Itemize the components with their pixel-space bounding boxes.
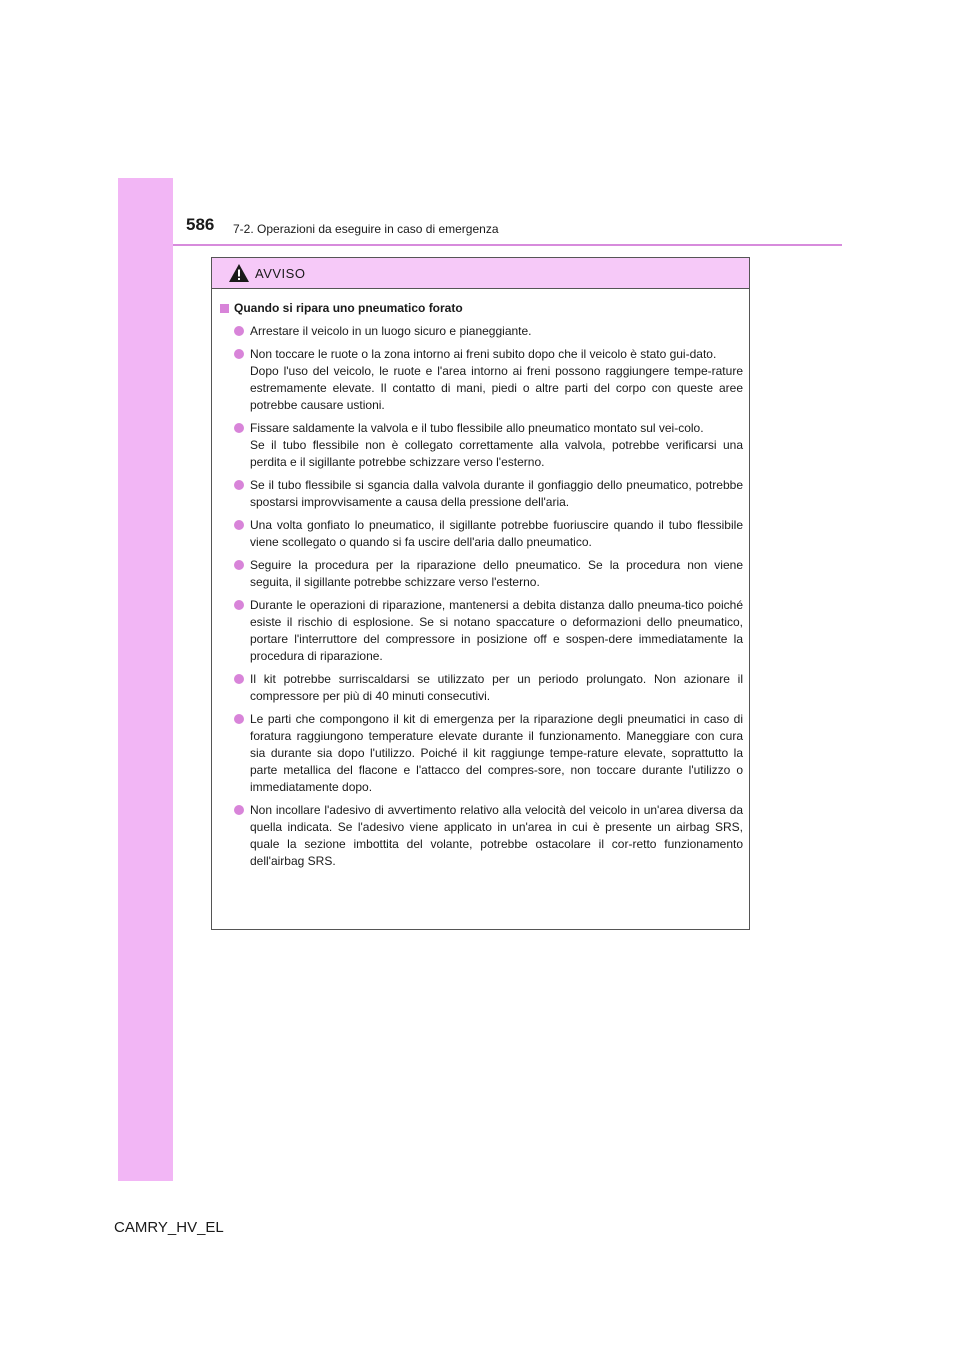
list-item — [220, 557, 743, 591]
list-item-text: Non incollare l'adesivo di avvertimento relativo alla velocità del veicolo in un'area diversa da quella indicata. Se l'adesivo viene applicato in un'area in cui è presente un airbag SRS, quale la sezione imbottita del volante, potrebbe ostacolare il cor-retto funzionamento dell'airbag SRS. — [250, 803, 743, 868]
square-bullet-icon — [220, 304, 229, 313]
bullet-dot-icon — [234, 423, 244, 433]
list-item-text: Durante le operazioni di riparazione, mantenersi a debita distanza dallo pneuma-tico poiché esiste il rischio di esplosione. Se si notano spaccature o deformazioni dello pneumatico, portare l'interruttore del compressore in posizione off e sospen-dere immediatamente la procedura di riparazione. — [250, 598, 743, 663]
list-item — [220, 323, 743, 340]
warning-subheading — [220, 300, 743, 317]
warning-body — [212, 289, 749, 870]
header-divider — [173, 244, 842, 246]
document-code: CAMRY_HV_EL — [114, 1219, 224, 1236]
bullet-dot-icon — [234, 805, 244, 815]
section-title: 7-2. Operazioni da eseguire in caso di emergenza — [233, 222, 499, 236]
bullet-dot-icon — [234, 480, 244, 490]
warning-label: AVVISO — [255, 266, 306, 281]
bullet-dot-icon — [234, 520, 244, 530]
list-item-text: Una volta gonfiato lo pneumatico, il sigillante potrebbe fuoriuscire quando il tubo flessibile viene scollegato o quando si fa uscire dell'aria dallo pneumatico. — [250, 518, 743, 549]
bullet-dot-icon — [234, 326, 244, 336]
bullet-dot-icon — [234, 560, 244, 570]
side-color-band — [118, 178, 173, 1181]
list-item — [220, 420, 743, 471]
list-item — [220, 802, 743, 870]
list-item-text: Arrestare il veicolo in un luogo sicuro e pianeggiante. — [250, 324, 532, 338]
list-item — [220, 671, 743, 705]
bullet-dot-icon — [234, 600, 244, 610]
list-item-text: Seguire la procedura per la riparazione dello pneumatico. Se la procedura non viene seguita, il sigillante potrebbe schizzare verso l'esterno. — [250, 558, 743, 589]
warning-header — [212, 258, 749, 289]
list-item-text: Il kit potrebbe surriscaldarsi se utilizzato per un periodo prolungato. Non azionare il compressore per più di 40 minuti consecutivi. — [250, 672, 743, 703]
list-item-text: Non toccare le ruote o la zona intorno ai freni subito dopo che il veicolo è stato gui-dato. Dopo l'uso del veicolo, le ruote e l'area intorno ai freni possono raggiungere tempe-rature estremamente elevate. Il contatto di mani, piedi o altre parti del corpo con queste aree potrebbe causare ustioni. — [250, 347, 743, 412]
list-item — [220, 597, 743, 665]
warning-box — [211, 257, 750, 930]
bullet-dot-icon — [234, 714, 244, 724]
list-item — [220, 346, 743, 414]
subheading-text: Quando si ripara uno pneumatico forato — [234, 301, 463, 315]
bullet-dot-icon — [234, 674, 244, 684]
list-item-text: Le parti che compongono il kit di emergenza per la riparazione degli pneumatici in caso di foratura raggiungono temperature elevate durante il funzionamento. Maneggiare con cura sia durante sia dopo l'utilizzo. Poiché il kit raggiunge tempe-rature elevate, soprattutto la parte metallica del flacone e l'attacco del compres-sore, non toccare durante l'utilizzo o immediatamente dopo. — [250, 712, 743, 794]
list-item-text: Se il tubo flessibile si sgancia dalla valvola durante il gonfiaggio dello pneumatico, potrebbe spostarsi improvvisamente a causa della pressione dell'aria. — [250, 478, 743, 509]
list-item — [220, 517, 743, 551]
page-number: 586 — [186, 215, 215, 234]
list-item — [220, 711, 743, 796]
list-item — [220, 477, 743, 511]
warning-triangle-icon — [228, 263, 250, 288]
bullet-dot-icon — [234, 349, 244, 359]
list-item-text: Fissare saldamente la valvola e il tubo flessibile allo pneumatico montato sul vei-colo. Se il tubo flessibile non è collegato correttamente alla valvola, potrebbe verificarsi una perdita e il sigillante potrebbe schizzare verso l'esterno. — [250, 421, 743, 469]
